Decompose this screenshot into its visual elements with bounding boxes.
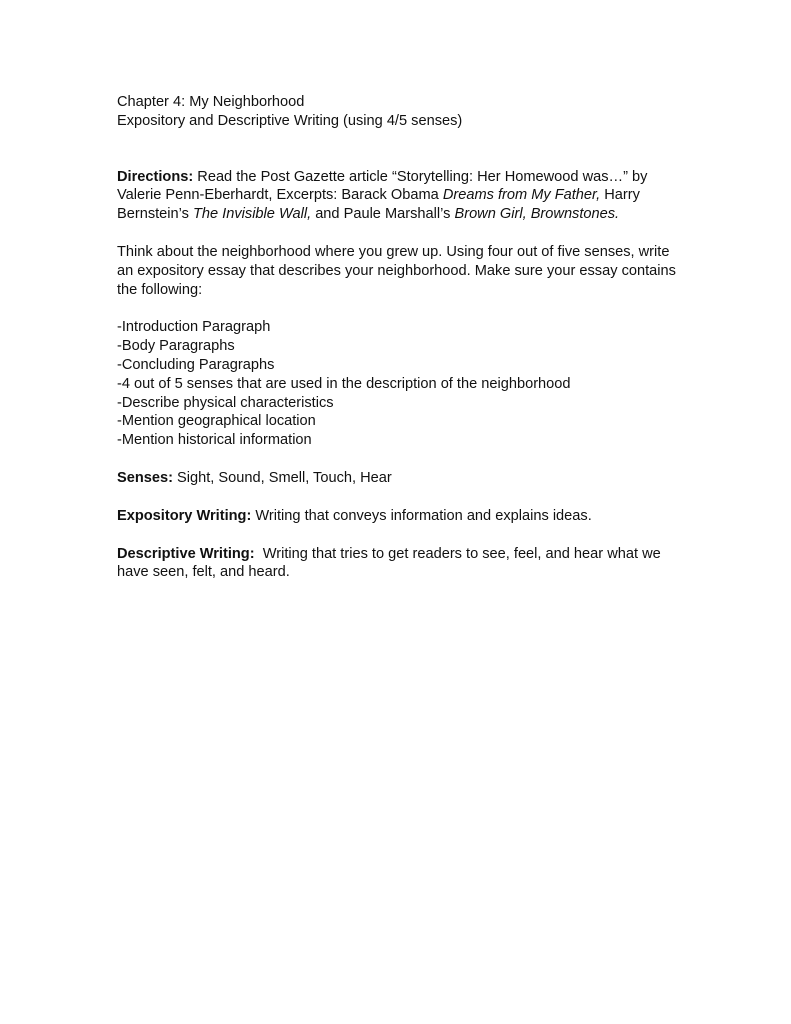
list-item: -Concluding Paragraphs bbox=[117, 356, 275, 373]
list-item: -Mention historical information bbox=[117, 432, 312, 449]
senses-label: Senses: bbox=[117, 469, 173, 486]
senses-paragraph bbox=[117, 469, 687, 488]
directions-text-3: and Paule Marshall’s bbox=[311, 206, 455, 223]
requirements-list bbox=[117, 318, 687, 450]
directions-label: Directions: bbox=[117, 168, 194, 185]
directions-paragraph bbox=[117, 168, 687, 224]
spacer bbox=[117, 131, 687, 168]
expository-text: Writing that conveys information and explains ideas. bbox=[251, 507, 592, 524]
spacer bbox=[117, 450, 687, 469]
directions-title-obama: Dreams from My Father, bbox=[442, 187, 601, 204]
spacer bbox=[117, 526, 687, 545]
directions-title-marshall: Brown Girl, Brownstones. bbox=[454, 206, 620, 223]
spacer bbox=[117, 299, 687, 318]
descriptive-definition bbox=[117, 545, 687, 583]
list-item: -Describe physical characteristics bbox=[117, 394, 334, 411]
document-subtitle: Expository and Descriptive Writing (using 4/5 senses) bbox=[117, 112, 463, 129]
expository-definition bbox=[117, 507, 687, 526]
expository-label: Expository Writing: bbox=[117, 507, 252, 524]
prompt-paragraph: Think about the neighborhood where you grew up. Using four out of five senses, write an expository essay that describes your neighborhood. Make sure your essay contains the following: bbox=[117, 243, 676, 298]
spacer bbox=[117, 224, 687, 243]
list-item: -Introduction Paragraph bbox=[117, 319, 271, 336]
list-item: -Body Paragraphs bbox=[117, 338, 235, 355]
descriptive-text: Writing that tries to get readers to see, feel, and hear what we have seen, felt, and heard. bbox=[117, 545, 665, 581]
senses-text: Sight, Sound, Smell, Touch, Hear bbox=[172, 469, 392, 486]
list-item: -4 out of 5 senses that are used in the description of the neighborhood bbox=[117, 375, 571, 392]
spacer bbox=[117, 488, 687, 507]
chapter-title: Chapter 4: My Neighborhood bbox=[117, 94, 305, 110]
directions-text-1: Read the Post Gazette article “Storytelling: Her Homewood was…” by Valerie Penn-Eberhardt, Excerpts: Barack Obama bbox=[117, 168, 648, 204]
descriptive-label: Descriptive Writing: bbox=[117, 545, 255, 562]
document-body bbox=[117, 93, 687, 582]
directions-text-2: Harry Bernstein’s bbox=[117, 187, 640, 223]
directions-title-bernstein: The Invisible Wall, bbox=[192, 206, 312, 223]
list-item: -Mention geographical location bbox=[117, 413, 316, 430]
